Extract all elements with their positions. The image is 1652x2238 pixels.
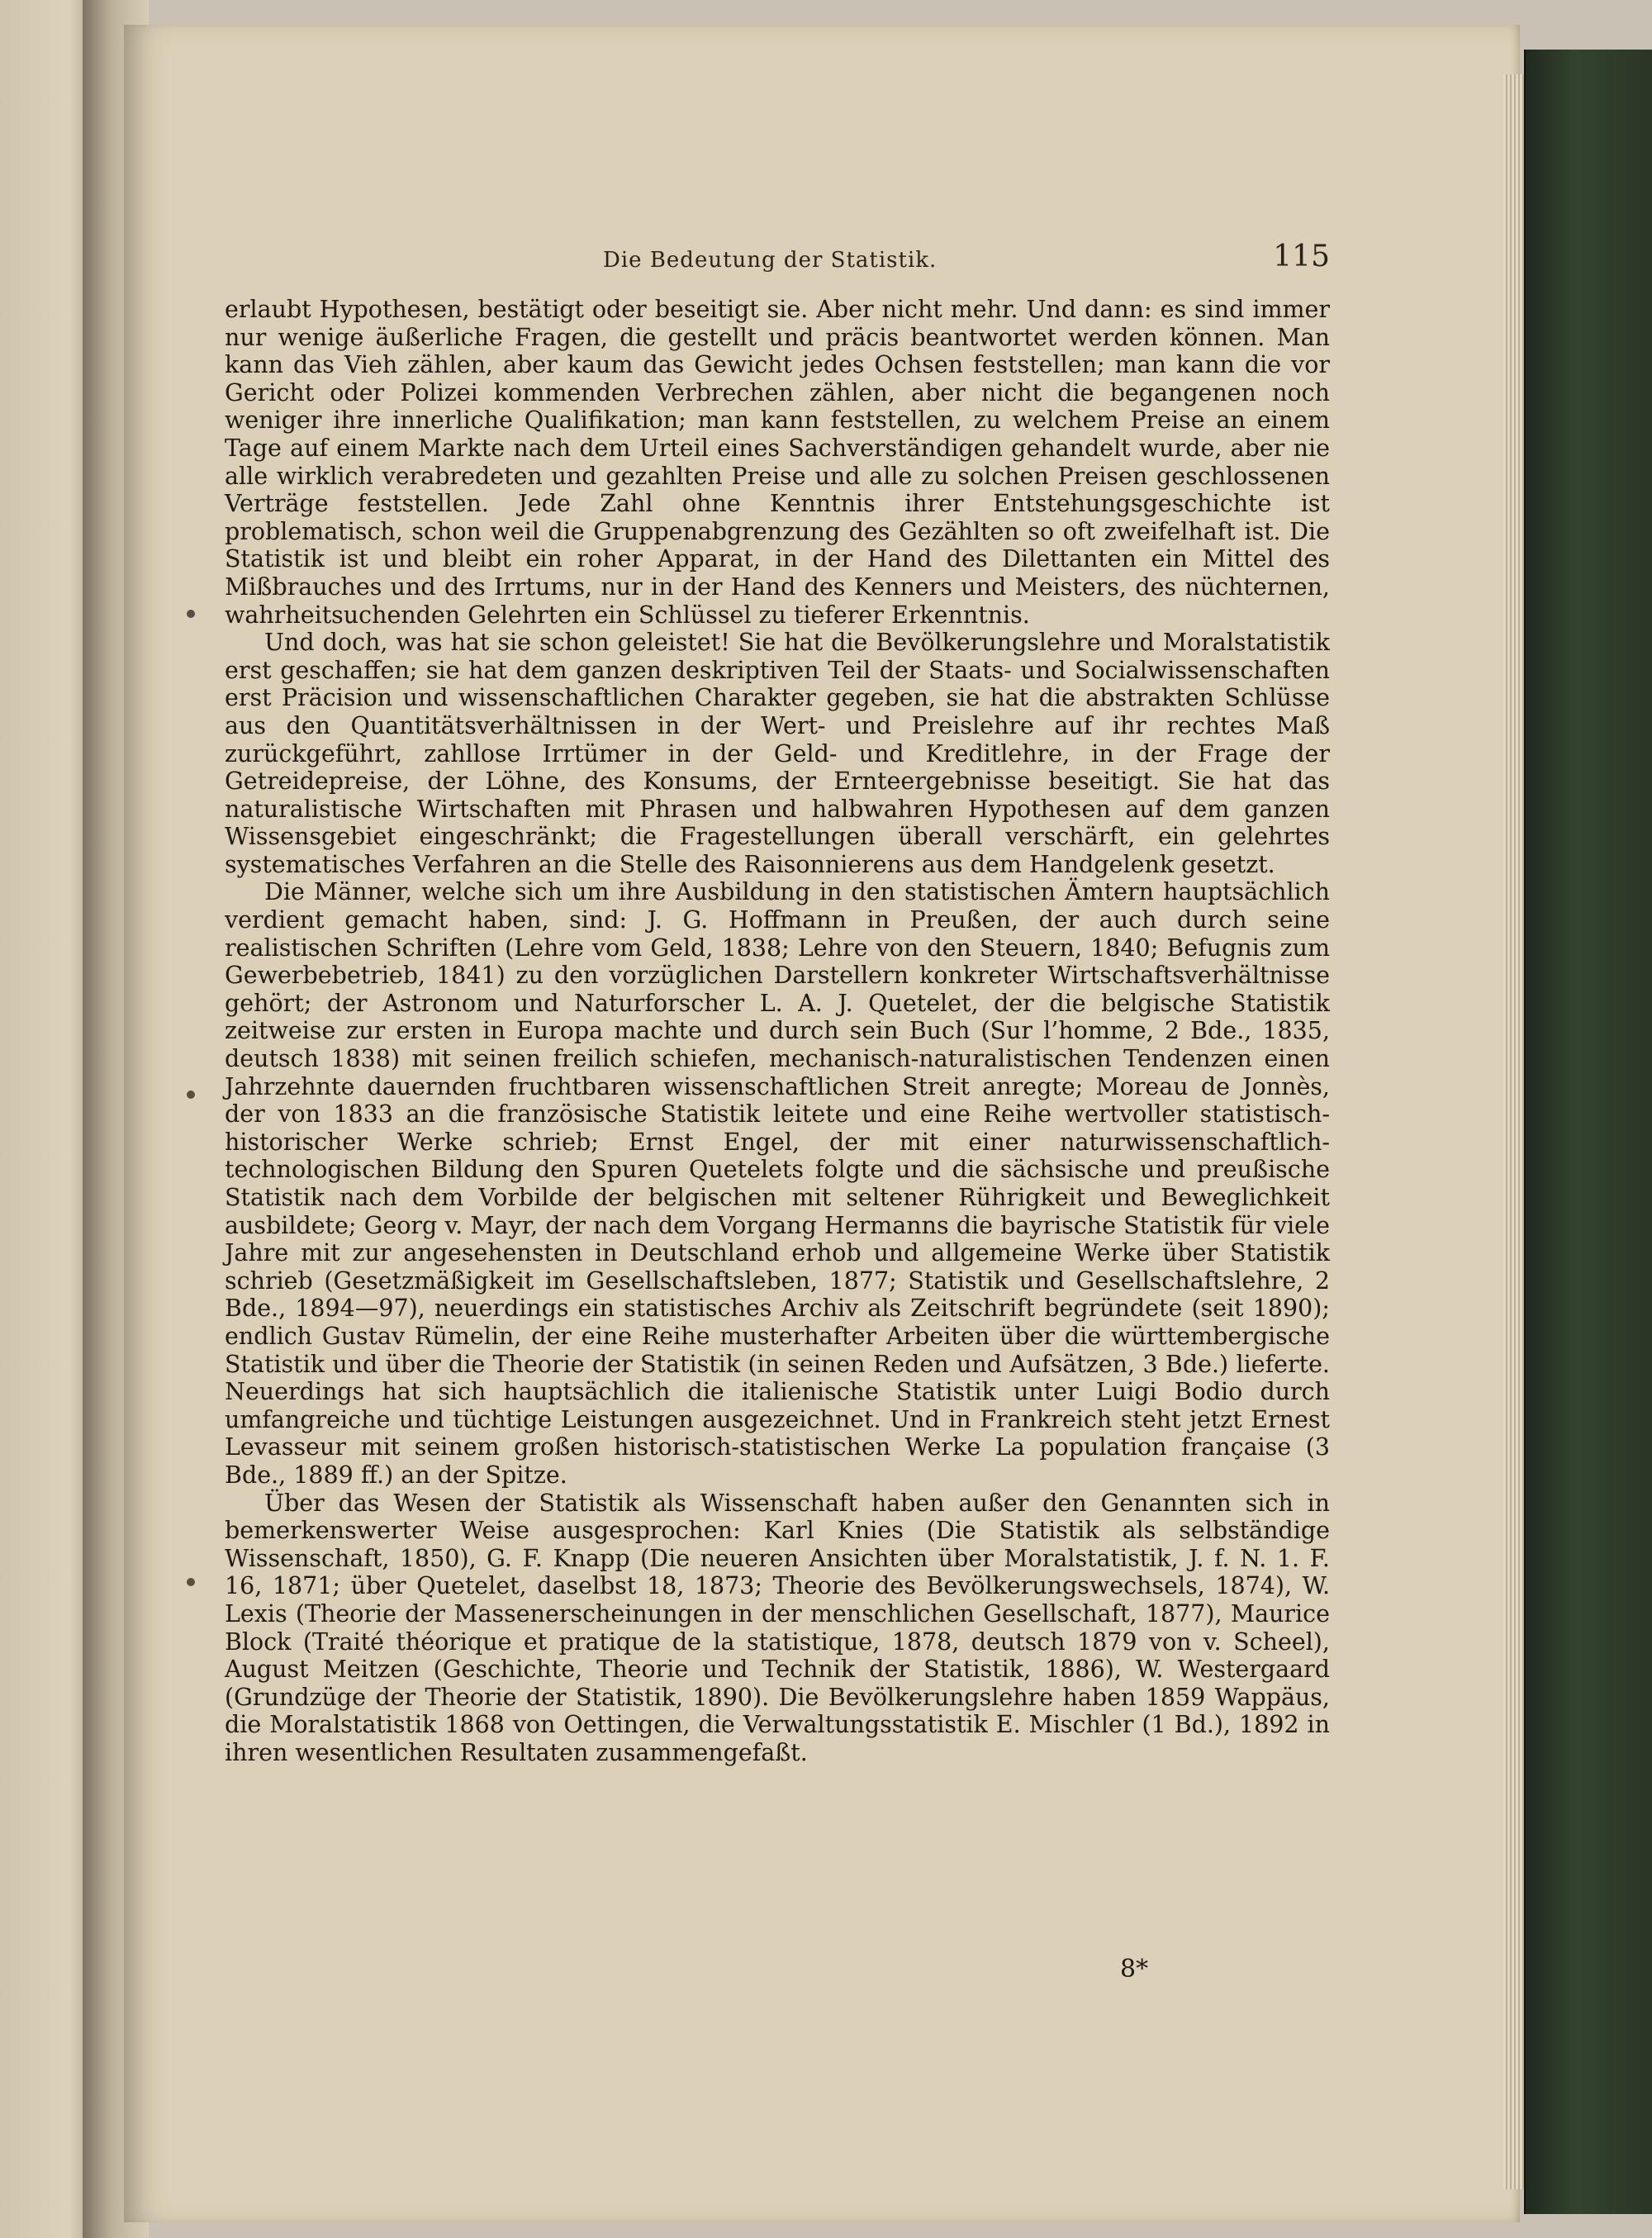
- paragraph: Über das Wesen der Statistik als Wissenschaft haben außer den Genannten sich in bemerkenswerter Weise ausgesprochen: Karl Knies (Die Statistik als selbständige Wissenschaft, 1850), G. F. Knapp (Die neueren Ansichten über Moralstatistik, J. f. N. 1. F. 16, 1871; über Quetelet, daselbst 18, 1873; Theorie des Bevölkerungswechsels, 1874), W. Lexis (Theorie der Massenerscheinungen in der menschlichen Gesellschaft, 1877), Maurice Block (Traité théorique et pratique de la statistique, 1878, deutsch 1879 von v. Scheel), August Meitzen (Geschichte, Theorie und Technik der Statistik, 1886), W. Westergaard (Grundzüge der Theorie der Statistik, 1890). Die Bevölkerungslehre haben 1859 Wappäus, die Moralstatistik 1868 von Oettingen, die Verwaltungsstatistik E. Mischler (1 Bd.), 1892 in ihren wesentlichen Resultaten zusammengefaßt.: [225, 1489, 1330, 1766]
- paragraph: Die Männer, welche sich um ihre Ausbildung in den statistischen Ämtern hauptsächlich verdient gemacht haben, sind: J. G. Hoffmann in Preußen, der auch durch seine realistischen Schriften (Lehre vom Geld, 1838; Lehre von den Steuern, 1840; Befugnis zum Gewerbebetrieb, 1841) zu den vorzüglichen Darstellern konkreter Wirtschaftsverhältnisse gehört; der Astronom und Naturforscher L. A. J. Quetelet, der die belgische Statistik zeitweise zur ersten in Europa machte und durch sein Buch (Sur l’homme, 2 Bde., 1835, deutsch 1838) mit seinen freilich schiefen, mechanisch-naturalistischen Tendenzen einen Jahrzehnte dauernden fruchtbaren wissenschaftlichen Streit anregte; Moreau de Jonnès, der von 1833 an die französische Statistik leitete und eine Reihe wertvoller statistisch-historischer Werke schrieb; Ernst Engel, der mit einer naturwissenschaftlich-technologischen Bildung den Spuren Quetelets folgte und die sächsische und preußische Statistik nach dem Vorbilde der belgischen mit seltener Rührigkeit und Beweglichkeit ausbildete; Georg v. Mayr, der nach dem Vorgang Hermanns die bayrische Statistik für viele Jahre mit zur angesehensten in Deutschland erhob und allgemeine Werke über Statistik schrieb (Gesetzmäßigkeit im Gesellschaftsleben, 1877; Statistik und Gesellschaftslehre, 2 Bde., 1894—97), neuerdings ein statistisches Archiv als Zeitschrift begründete (seit 1890); endlich Gustav Rümelin, der eine Reihe musterhafter Arbeiten über die württembergische Statistik und über die Theorie der Statistik (in seinen Reden und Aufsätzen, 3 Bde.) lieferte. Neuerdings hat sich hauptsächlich die italienische Statistik unter Luigi Bodio durch umfangreiche und tüchtige Leistungen ausgezeichnet. Und in Frankreich steht jetzt Ernest Levasseur mit seinem großen historisch-statistischen Werke La population française (3 Bde., 1889 ff.) an der Spitze.: [225, 878, 1330, 1489]
- margin-mark: [187, 1578, 195, 1586]
- page-header: [231, 240, 1330, 281]
- margin-mark: [187, 610, 195, 618]
- paragraph: Und doch, was hat sie schon geleistet! Sie hat die Bevölkerungslehre und Moralstatistik erst geschaffen; sie hat dem ganzen deskriptiven Teil der Staats- und Socialwissenschaften erst Präcision und wissenschaftlichen Charakter gegeben, sie hat die abstrakten Schlüsse aus den Quantitätsverhältnissen in der Wert- und Preislehre auf ihr rechtes Maß zurückgeführt, zahllose Irrtümer in der Geld- und Kreditlehre, in der Frage der Getreidepreise, der Löhne, des Konsums, der Ernteergebnisse beseitigt. Sie hat das naturalistische Wirtschaften mit Phrasen und halbwahren Hypothesen auf dem ganzen Wissensgebiet eingeschränkt; die Fragestellungen überall verschärft, ein gelehrtes systematisches Verfahren an die Stelle des Raisonnierens aus dem Handgelenk gesetzt.: [225, 629, 1330, 878]
- page-number: 115: [1273, 240, 1330, 273]
- paragraph: erlaubt Hypothesen, bestätigt oder beseitigt sie. Aber nicht mehr. Und dann: es sind immer nur wenige äußerliche Fragen, die gestellt und präcis beantwortet werden können. Man kann das Vieh zählen, aber kaum das Gewicht jedes Ochsen feststellen; man kann die vor Gericht oder Polizei kommenden Verbrechen zählen, aber nicht die begangenen noch weniger ihre innerliche Qualifikation; man kann feststellen, zu welchem Preise an einem Tage auf einem Markte nach dem Urteil eines Sachverständigen gehandelt wurde, aber nie alle wirklich verabredeten und gezahlten Preise und alle zu solchen Preisen geschlossenen Verträge feststellen. Jede Zahl ohne Kenntnis ihrer Entstehungsgeschichte ist problematisch, schon weil die Gruppenabgrenzung des Gezählten so oft zweifelhaft ist. Die Statistik ist und bleibt ein roher Apparat, in der Hand des Dilettanten ein Mittel des Mißbrauches und des Irrtums, nur in der Hand des Kenners und Meisters, des nüchternen, wahrheitsuchenden Gelehrten ein Schlüssel zu tieferer Erkenntnis.: [225, 296, 1330, 629]
- running-head: Die Bedeutung der Statistik.: [603, 248, 938, 273]
- margin-mark: [187, 1090, 195, 1099]
- signature-mark: 8*: [1120, 1955, 1149, 1984]
- body-text: [225, 296, 1330, 1766]
- book-cover: [1524, 50, 1652, 2214]
